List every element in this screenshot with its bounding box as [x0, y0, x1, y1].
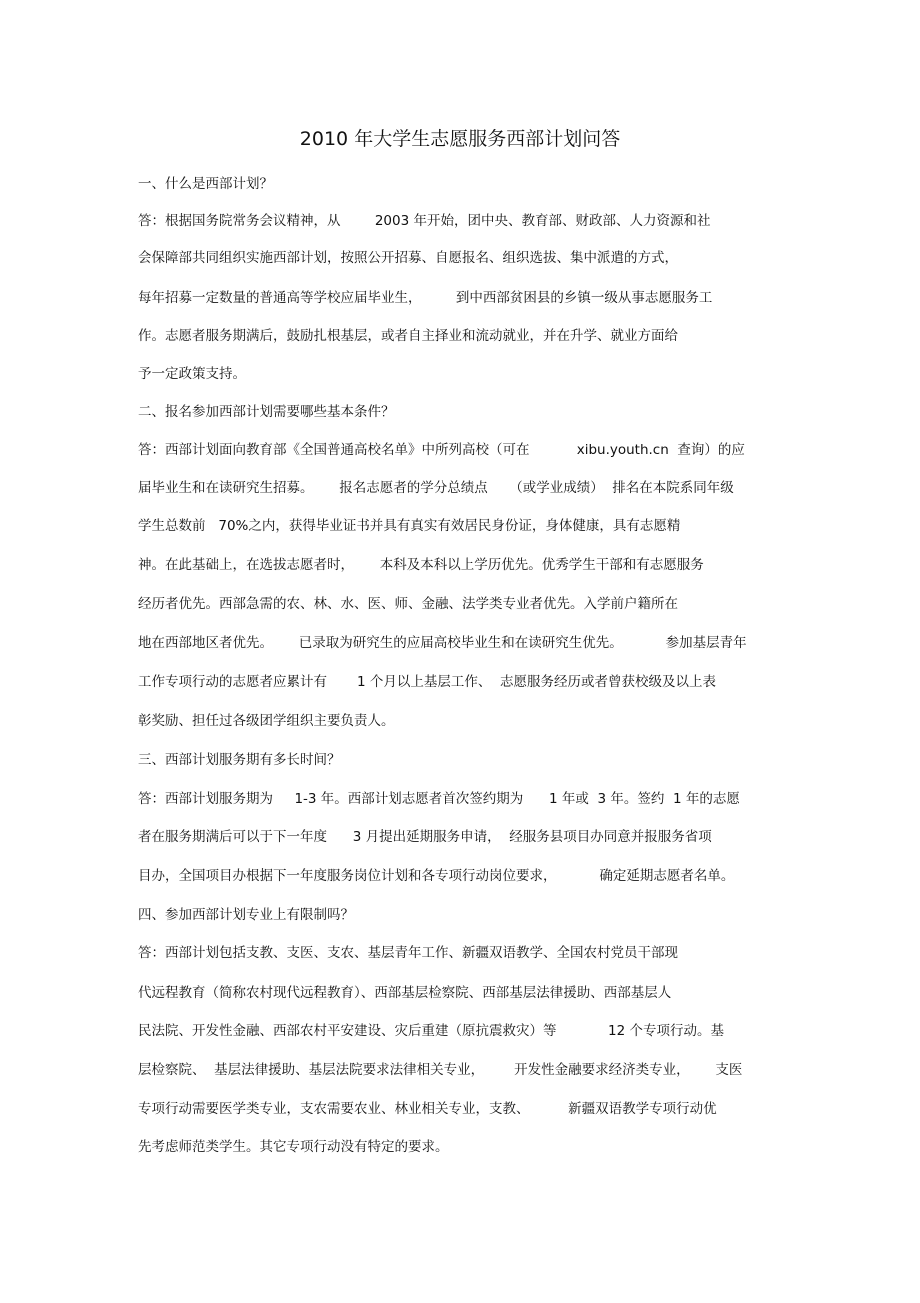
q1-answer-line: 答：根据国务院常务会议精神，从 2003 年开始，团中央、教育部、财政部、人力资源和社	[138, 213, 711, 229]
q1-answer-line: 作。志愿者服务期满后，鼓励扎根基层，或者自主择业和流动就业，并在升学、就业方面给	[138, 328, 678, 344]
q2-heading: 二、报名参加西部计划需要哪些基本条件？	[138, 404, 395, 420]
q1-answer-line: 会保障部共同组织实施西部计划，按照公开招募、自愿报名、组织选拔、集中派遣的方式，	[138, 250, 678, 266]
document-title: 2010 年大学生志愿服务西部计划问答	[299, 128, 621, 150]
q1-answer-line: 每年招募一定数量的普通高等学校应届毕业生， 到中西部贫困县的乡镇一级从事志愿服务工	[138, 290, 713, 306]
q2-answer-line: 神。在此基础上，在选拔志愿者时， 本科及本科以上学历优先。优秀学生干部和有志愿服务	[138, 557, 704, 573]
q4-answer-line: 答：西部计划包括支教、支医、支农、基层青年工作、新疆双语教学、全国农村党员干部现	[138, 945, 678, 961]
q2-answer-line: 学生总数前 70%之内，获得毕业证书并具有真实有效居民身份证，身体健康，具有志愿精	[138, 518, 681, 534]
q3-answer-line: 目办，全国项目办根据下一年度服务岗位计划和各专项行动岗位要求， 确定延期志愿者名单。	[138, 868, 735, 884]
q3-answer-line: 答：西部计划服务期为 1-3 年。西部计划志愿者首次签约期为 1 年或 3 年。签约 1 年的志愿	[138, 791, 740, 807]
q2-answer-line: 彰奖励、担任过各级团学组织主要负责人。	[138, 713, 395, 729]
q2-answer-line: 经历者优先。西部急需的农、林、水、医、师、金融、法学类专业者优先。入学前户籍所在	[138, 596, 678, 612]
q3-heading: 三、西部计划服务期有多长时间？	[138, 752, 341, 768]
q4-heading: 四、参加西部计划专业上有限制吗？	[138, 907, 354, 923]
q4-answer-line: 民法院、开发性金融、西部农村平安建设、灾后重建（原抗震救灾）等 12 个专项行动。基	[138, 1023, 724, 1039]
q2-answer-line: 届毕业生和在读研究生招募。 报名志愿者的学分总绩点 （或学业成绩） 排名在本院系同年级	[138, 480, 734, 496]
q1-heading: 一、什么是西部计划？	[138, 176, 273, 192]
q2-answer-line: 地在西部地区者优先。 已录取为研究生的应届高校毕业生和在读研究生优先。 参加基层青年	[138, 635, 747, 651]
q4-answer-line: 先考虑师范类学生。其它专项行动没有特定的要求。	[138, 1139, 449, 1155]
q2-answer-line: 答：西部计划面向教育部《全国普通高校名单》中所列高校（可在 xibu.youth.cn 查询）的应	[138, 442, 745, 458]
q2-answer-line: 工作专项行动的志愿者应累计有 1 个月以上基层工作、 志愿服务经历或者曾获校级及以上表	[138, 674, 717, 690]
q1-answer-line: 予一定政策支持。	[138, 366, 246, 382]
q4-answer-line: 专项行动需要医学类专业，支农需要农业、林业相关专业，支教、 新疆双语教学专项行动优	[138, 1101, 717, 1117]
q3-answer-line: 者在服务期满后可以于下一年度 3 月提出延期服务申请， 经服务县项目办同意并报服务省项	[138, 829, 712, 845]
q4-answer-line: 层检察院、 基层法律援助、基层法院要求法律相关专业， 开发性金融要求经济类专业， 支医	[138, 1062, 743, 1078]
q4-answer-line: 代远程教育（简称农村现代远程教育）、西部基层检察院、西部基层法律援助、西部基层人	[138, 985, 672, 1001]
